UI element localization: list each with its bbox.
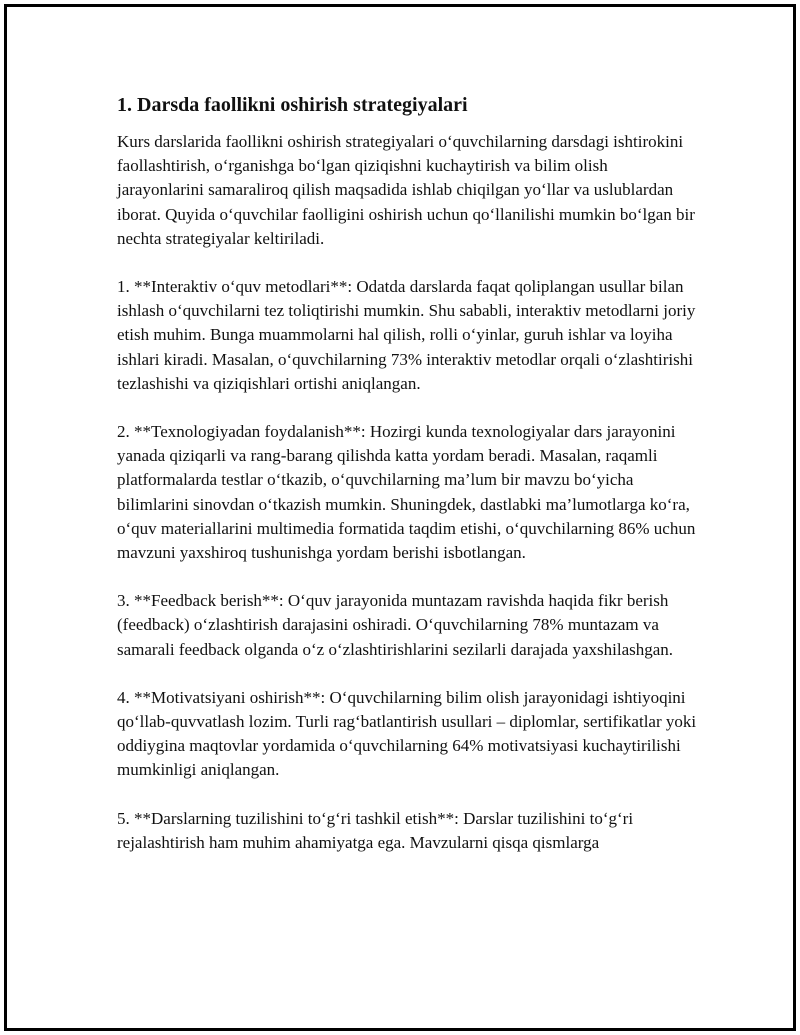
paragraph-technology: 2. **Texnologiyadan foydalanish**: Hozirgi kunda texnologiyalar dars jarayonini yanada qiziqarli va rang-barang qilishda katta yordam beradi. Masalan, raqamli platformalarda testlar o‘tkazib, o‘quvchilarning ma’lum bir mavzu bo‘yicha bilimlarini sinovdan o‘tkazish mumkin. Shuningdek, dastlabki ma’lumotlarga ko‘ra, o‘quv materiallarini multimedia formatida taqdim etishi, o‘quvchilarning 86% uchun mavzuni yaxshiroq tushunishga yordam berishi isbotlangan. [117, 422, 696, 563]
section-heading: 1. Darsda faollikni oshirish strategiyalari [117, 94, 468, 116]
paragraph-motivation: 4. **Motivatsiyani oshirish**: O‘quvchilarning bilim olish jarayonidagi ishtiyoqini qo‘llab-quvvatlash lozim. Turli rag‘batlantirish usullari – diplomlar, sertifikatlar yoki oddiygina maqtovlar yordamida o‘quvchilarning 64% motivatsiyasi kuchaytirilishi mumkinligi aniqlangan. [117, 687, 697, 780]
intro-paragraph: Kurs darslarida faollikni oshirish strategiyalari o‘quvchilarning darsdagi ishtirokini faollashtirish, o‘rganishga bo‘lgan qiziqishni kuchaytirish va bilim olish jarayonlarini samaraliroq qilish maqsadida ishlab chiqilgan yo‘llar va uslublardan iborat. Quyida o‘quvchilar faolligini oshirish uchun qo‘llanilishi mumkin bo‘lgan bir nechta strategiyalar keltiriladi. [117, 132, 695, 248]
document-body [117, 92, 697, 879]
paragraph-interactive-methods: 1. **Interaktiv o‘quv metodlari**: Odatda darslarda faqat qoliplangan usullar bilan ishlash o‘quvchilarni tez toliqtirishi mumkin. Shu sababli, interaktiv metodlarni joriy etish muhim. Bunga muammolarni hal qilish, rolli o‘yinlar, guruh ishlar va loyiha ishlari kiradi. Masalan, o‘quvchilarning 73% interaktiv metodlar orqali o‘zlashtirishi tezlashishi va qiziqishlari ortishi aniqlangan. [117, 277, 696, 393]
paragraph-feedback: 3. **Feedback berish**: O‘quv jarayonida muntazam ravishda haqida fikr berish (feedback) o‘zlashtirish darajasini oshiradi. O‘quvchilarning 78% muntazam va samarali feedback olganda o‘z o‘zlashtirishlarini sezilarli darajada yaxshilashgan. [117, 591, 674, 659]
paragraph-lesson-structure: 5. **Darslarning tuzilishini to‘g‘ri tashkil etish**: Darslar tuzilishini to‘g‘ri rejalashtirish ham muhim ahamiyatga ega. Mavzularni qisqa qismlarga [117, 808, 634, 852]
